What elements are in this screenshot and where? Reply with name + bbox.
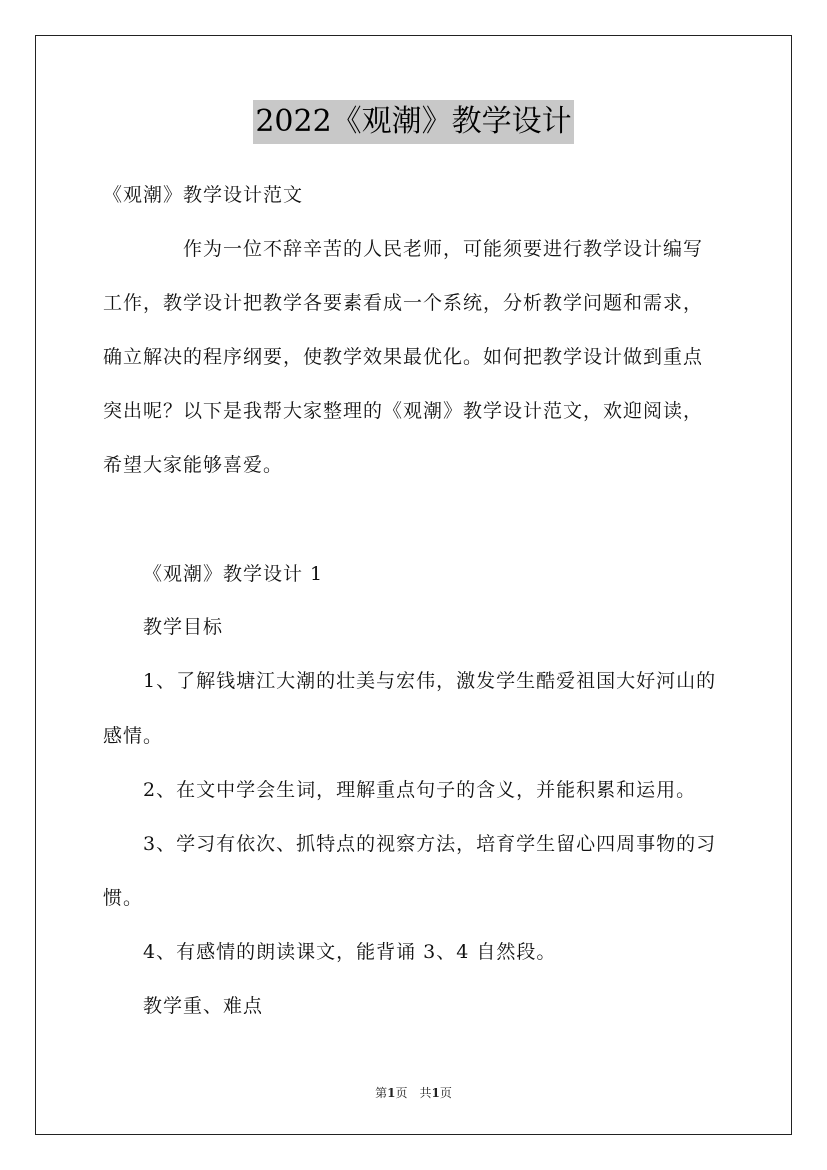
intro-line-1: 作为一位不辞辛苦的人民老师，可能须要进行教学设计编写 <box>183 238 704 260</box>
document-title: 2022《观潮》教学设计 <box>253 100 573 144</box>
footer-total-pages: 1 <box>431 1086 440 1100</box>
intro-line-5: 希望大家能够喜爱。 <box>103 454 284 476</box>
footer-prefix: 第 <box>375 1086 388 1100</box>
document-title-wrap <box>0 100 827 144</box>
page-footer <box>0 1084 827 1101</box>
key-points-heading: 教学重、难点 <box>143 995 264 1017</box>
section-heading: 《观潮》教学设计 1 <box>143 563 324 585</box>
footer-mid: 页 共 <box>395 1086 432 1100</box>
intro-line-3: 确立解决的程序纲要，使教学效果最优化。如何把教学设计做到重点 <box>103 346 704 368</box>
document-subtitle: 《观潮》教学设计范文 <box>103 184 304 206</box>
footer-page-number: 1 <box>387 1086 396 1100</box>
intro-line-2: 工作，教学设计把教学各要素看成一个系统，分析教学问题和需求， <box>103 292 704 314</box>
objective-line-6: 4、有感情的朗读课文，能背诵 3、4 自然段。 <box>143 941 557 963</box>
objective-line-2: 感情。 <box>103 725 164 747</box>
footer-suffix: 页 <box>439 1086 452 1100</box>
objective-line-5: 惯。 <box>103 887 144 909</box>
objective-line-3: 2、在文中学会生词，理解重点句子的含义，并能积累和运用。 <box>143 779 697 801</box>
intro-line-4: 突出呢？以下是我帮大家整理的《观潮》教学设计范文，欢迎阅读， <box>103 400 704 422</box>
objectives-heading: 教学目标 <box>143 616 224 638</box>
objective-line-1: 1、了解钱塘江大潮的壮美与宏伟，激发学生酷爱祖国大好河山的 <box>143 670 717 692</box>
objective-line-4: 3、学习有依次、抓特点的视察方法，培育学生留心四周事物的习 <box>143 833 717 855</box>
